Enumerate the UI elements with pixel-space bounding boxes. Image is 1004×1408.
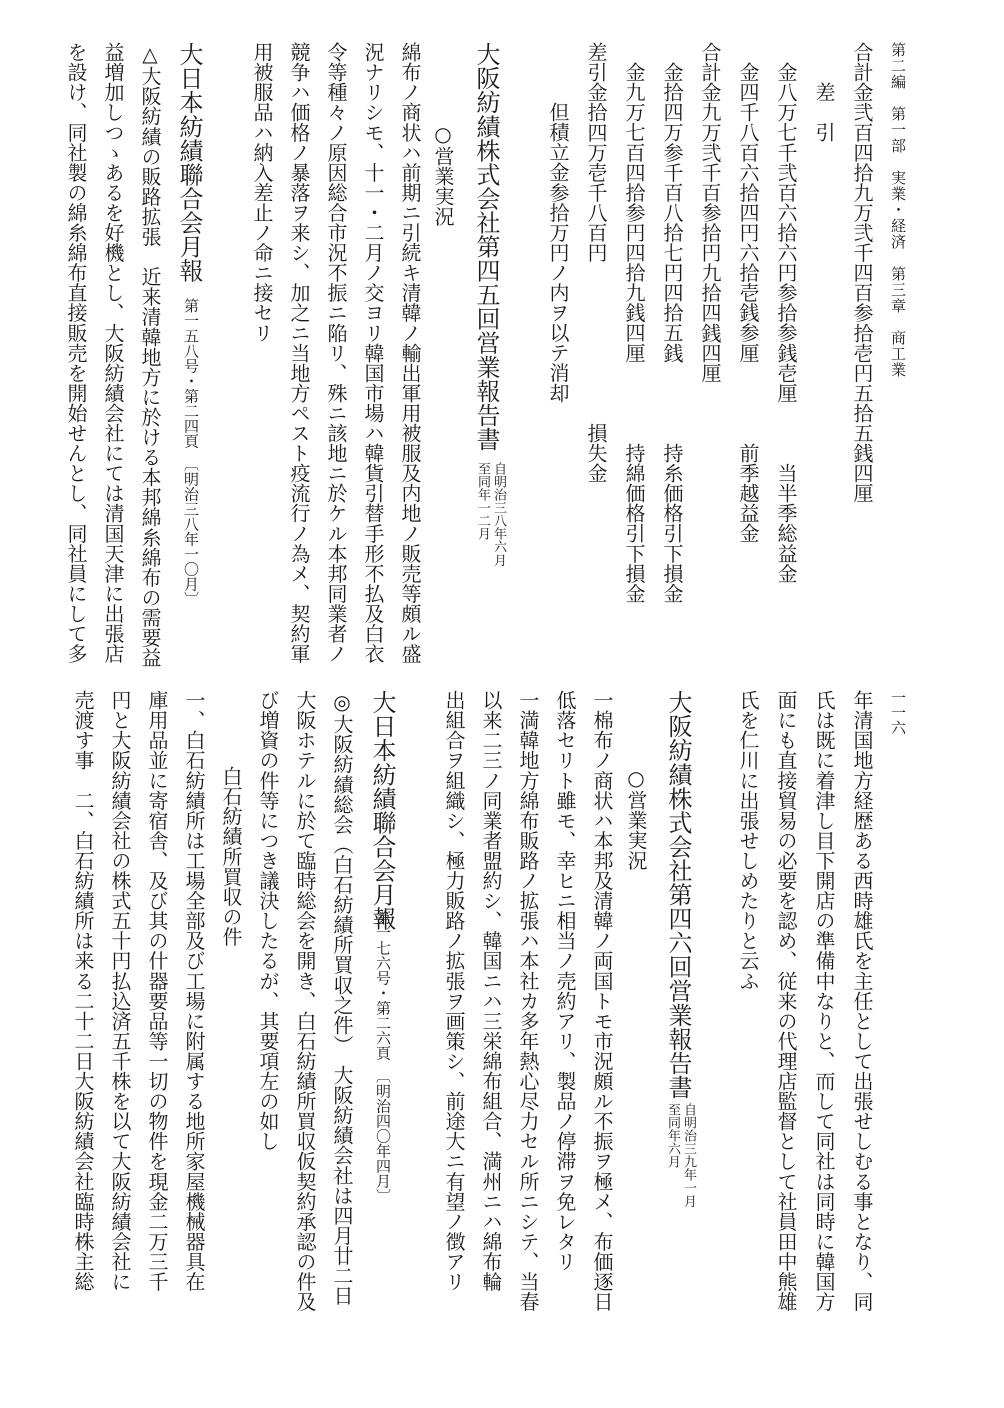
text-line: 差 引: [812, 82, 836, 143]
text-line: ○営業実況: [431, 122, 455, 227]
text-line: 一棉布ノ商状ハ本邦及清韓ノ両国トモ市況頗ル不振ヲ極メ、布価逐日: [590, 690, 614, 1312]
text-line: 以来二三ノ同業者盟約シ、韓国ニハ三栄綿布組合、満州ニハ綿布輪: [479, 690, 503, 1292]
text-line: 金四千八百六拾四円六拾壱銭参厘 前季越益金: [736, 62, 760, 544]
text-line: 用被服品ハ納入差止ノ命ニ接セリ: [250, 42, 274, 343]
section-heading: 大阪紡績株式会社第四五回営業報告書: [472, 42, 500, 451]
period-date: 自明治三九年一月: [680, 1103, 696, 1208]
section-heading: 大阪紡績株式会社第四六回営業報告書: [664, 690, 692, 1099]
text-line: 金九万七百四拾参円四拾九銭四厘 持綿価格引下損金: [622, 62, 646, 604]
text-line: 一満韓地方綿布販路ノ拡張ハ本社カ多年熱心尽力セル所ニシテ、当春: [516, 690, 540, 1312]
page-number: 一一六: [889, 690, 907, 735]
text-line: 綿布ノ商状ハ前期ニ引続キ清韓ノ輸出軍用被服及内地ノ販売等頗ル盛: [398, 42, 422, 664]
text-line: 氏は既に着津し目下開店の準備中なりと、而して同社は同時に韓国方: [812, 690, 836, 1312]
text-line: 白石紡績所買収の件: [219, 766, 243, 947]
text-line: 競争ハ価格ノ暴落ヲ来シ、加之ニ当地方ペスト疫流行ノ為メ、契約軍: [287, 42, 311, 664]
period-date: 自明治三八年六月: [490, 462, 506, 567]
text-line: 大阪ホテルに於て臨時総会を開き、白石紡績所買収仮契約承認の件及: [293, 690, 317, 1312]
text-line: 差引金拾四万壱千八百円 損失金: [584, 42, 608, 484]
text-line: 合計金九万弐千百参拾円九拾四銭四厘: [698, 42, 722, 383]
text-line: ○営業実況: [624, 766, 648, 871]
period-date: 至同年六月: [664, 1103, 680, 1169]
text-line: び増資の件等につき議決したるが、其要項左の如し: [256, 690, 280, 1152]
text-line: 売渡す事 二、白石紡績所は来る二十二日大阪紡績会社臨時株主総: [71, 690, 95, 1292]
section-heading: 大日本紡績聯合会月報: [175, 42, 203, 283]
text-line: △大阪紡績の販路拡張 近来清韓地方に於ける本邦綿糸綿布の需要益: [138, 42, 162, 668]
text-line: 年清国地方経歴ある西時雄氏を主任として出張せしむる事となり、同: [850, 690, 874, 1312]
text-line: 低落セリト雖モ、幸ヒニ相当ノ売約アリ、製品ノ停滞ヲ免レタリ: [553, 690, 577, 1272]
text-line: を設け、同社製の綿糸綿布直接販売を開始せんとし、同社員にして多: [64, 42, 88, 664]
text-line: 面にも直接貿易の必要を認め、従来の代理店監督として社員田中熊雄: [774, 690, 798, 1312]
text-line: 金拾四万参千百八拾七円四拾五銭 持糸価格引下損金: [660, 62, 684, 604]
text-line: 氏を仁川に出張せしめたりと云ふ: [736, 690, 760, 991]
text-line: 円と大阪紡績会社の株式五十円払込済五千株を以て大阪紡績会社に: [108, 690, 132, 1292]
text-line: 令等種々ノ原因総合市況不振ニ陥リ、殊ニ該地ニ於ケル本邦同業者ノ: [324, 42, 348, 664]
text-line: 出組合ヲ組織シ、極力販路ノ拡張ヲ画策シ、前途大ニ有望ノ徴アリ: [442, 690, 466, 1292]
text-line: 益増加しつゝあるを好機とし、大阪紡績会社にては清国天津に出張店: [101, 42, 125, 664]
text-line: 但積立金参拾万円ノ内ヲ以テ消却: [546, 102, 570, 403]
source-note: 第一七六号・第二六頁 〔明治四〇年四月〕: [374, 910, 392, 1204]
text-line: 合計金弐百四拾九万弐千四百参拾壱円五拾五銭四厘: [850, 42, 874, 504]
text-line: 況ナリシモ、十一・二月ノ交ヨリ韓国市場ハ韓貨引替手形不払及白衣: [361, 42, 385, 664]
text-line: ◎大阪紡績総会（白石紡績所買収之件） 大阪紡績会社は四月廿二日: [330, 690, 354, 1306]
source-note: 第一五八号・第二四頁 〔明治三八年一〇月〕: [182, 298, 200, 607]
period-date: 至同年一二月: [474, 462, 490, 541]
text-line: 金八万七千弐百六拾六円参拾参銭壱厘 当半季総益金: [774, 62, 798, 584]
running-header: 第二編 第一部 実業・経済 第三章 商工業: [889, 42, 907, 378]
text-line: 庫用品並に寄宿舎、及び其の什器要品等一切の物件を現金二万三千: [145, 690, 169, 1292]
section-heading: 大日本紡績聯合会月報: [368, 690, 396, 931]
text-line: 一、白石紡績所は工場全部及び工場に附属する地所家屋機械器具在: [182, 690, 206, 1292]
